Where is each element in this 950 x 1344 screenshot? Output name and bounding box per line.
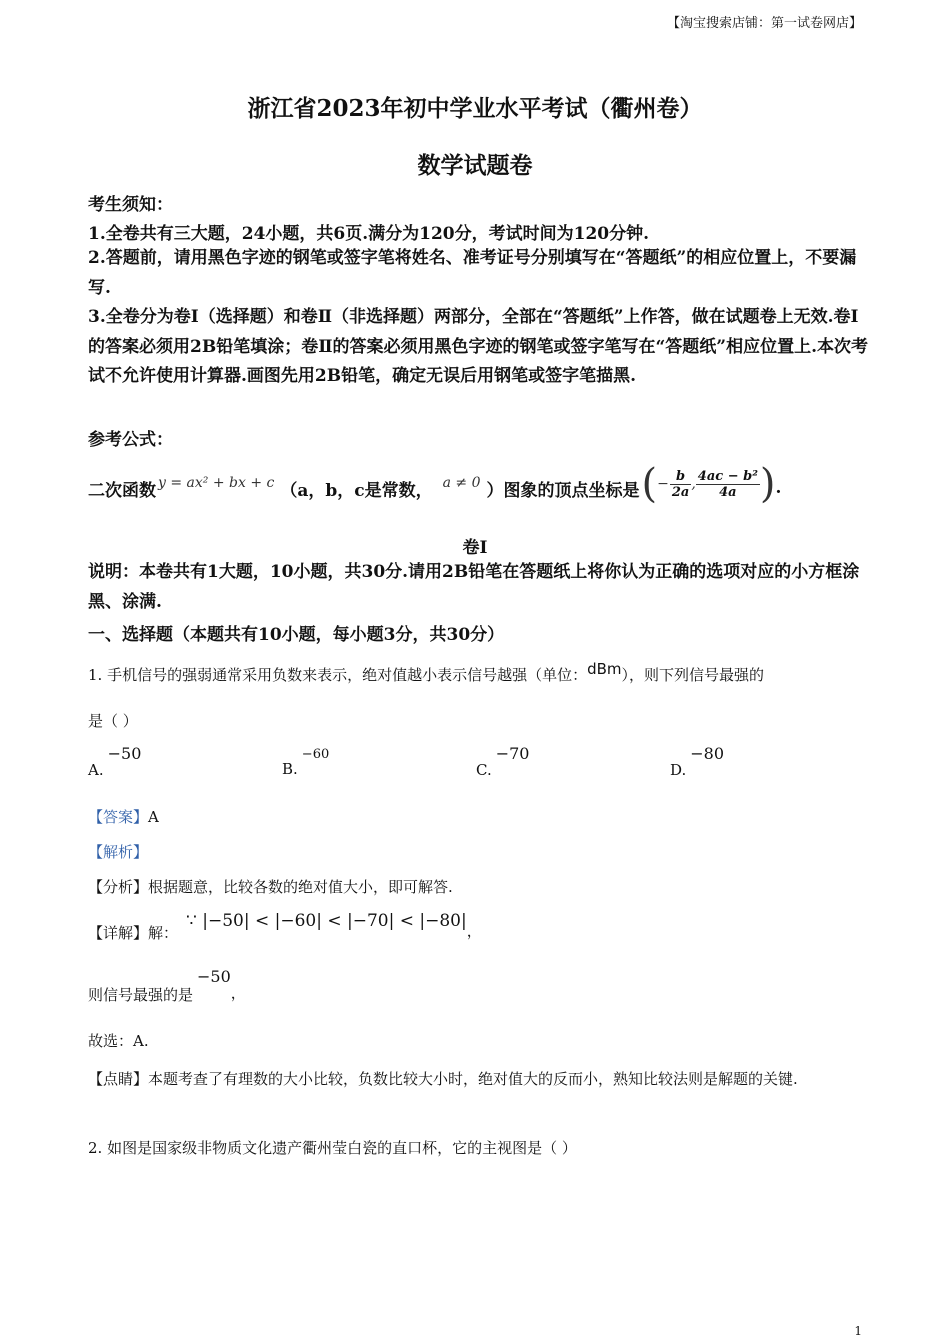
detail-tag: 【详解】解： <box>88 924 179 942</box>
question-1-stem-cont: 是（ ） <box>88 712 138 730</box>
vertex-x-fraction <box>670 469 691 500</box>
option-a-value: −50 <box>107 744 142 763</box>
notice-item-2: 2.答题前，请用黑色字迹的钢笔或签字笔将姓名、准考证号分别填写在“答题纸”的相应位置上，不要漏写. <box>88 248 857 298</box>
formula-line <box>88 460 781 516</box>
vertex-coordinate: ( − $\frac{b}{2a}$ , $\frac{\text{4ac − b²}}{4a}$ ) <box>641 461 776 507</box>
option-a-label: A. <box>88 761 104 779</box>
question-1-stem <box>88 660 765 685</box>
detail-math: ∵ |−50| < |−60| < |−70| < |−80| <box>186 911 467 931</box>
option-b <box>282 744 330 778</box>
q1-unit: dBm <box>587 660 622 678</box>
option-d <box>670 744 725 779</box>
option-c-value: −70 <box>495 744 530 763</box>
vertex-x-numerator: b <box>670 469 691 485</box>
vertex-y-denominator: 4a <box>719 484 737 500</box>
analysis-fenxi: 【分析】根据题意，比较各数的绝对值大小，即可解答. <box>88 878 453 896</box>
option-c <box>476 744 530 779</box>
q1-stem-part-b: ），则下列信号最强的 <box>621 666 765 684</box>
result-end: ， <box>230 984 246 1002</box>
option-c-label: C. <box>476 761 492 779</box>
volume-note: 说明：本卷共有1大题，10小题，共30分.请用2B铅笔在答题纸上将你认为正确的选项对应的小方框涂黑、涂满. <box>88 562 860 612</box>
result-text: 则信号最强的是 <box>88 986 194 1004</box>
option-a <box>88 744 142 779</box>
formula-heading: 参考公式： <box>88 430 173 450</box>
vertex-x-denominator: 2a <box>671 484 690 500</box>
quadratic-function: y = ax² + bx + c <box>158 475 275 491</box>
formula-mid: （a，b，c是常数， <box>280 480 433 501</box>
question-2-stem: 2. 如图是国家级非物质文化遗产衢州莹白瓷的直口杯，它的主视图是（ ） <box>88 1139 577 1157</box>
choice-line: 故选：A. <box>88 1032 149 1050</box>
page-number: 1 <box>854 1324 862 1338</box>
notice-item-3: 3.全卷分为卷Ⅰ（选择题）和卷Ⅱ（非选择题）两部分，全部在“答题纸”上作答，做在试题卷上无效.卷Ⅰ的答案必须用2B铅笔填涂；卷Ⅱ的答案必须用黑色字迹的钢笔或签字笔写在“答题纸”相应位置上.本次考试不允许使用计算器.画图先用2B铅笔，确定无误后用钢笔或签字笔描黑. <box>88 307 868 386</box>
vertex-y-fraction <box>696 469 760 500</box>
notice-item-1: 1.全卷共有三大题，24小题，共6页.满分为120分，考试时间为120分钟. <box>88 224 650 244</box>
formula-prefix: 二次函数 <box>88 480 156 501</box>
volume-heading: 卷Ⅰ <box>462 538 488 558</box>
formula-end: . <box>775 478 782 498</box>
analysis-tag: 【解析】 <box>88 843 149 861</box>
section-heading: 一、选择题（本题共有10小题，每小题3分，共30分） <box>88 625 505 645</box>
result-line <box>88 966 246 1004</box>
formula-suffix: ）图象的顶点坐标是 <box>486 480 640 501</box>
answer-value: A <box>148 808 159 826</box>
notice-heading: 考生须知： <box>88 195 173 215</box>
detail-line <box>88 910 482 942</box>
formula-condition: a ≠ 0 <box>442 475 481 491</box>
comment-dianjing: 【点睛】本题考查了有理数的大小比较，负数比较大小时，绝对值大的反而小，熟知比较法则是解题的关键. <box>88 1070 798 1088</box>
q1-stem-part-a: 1. 手机信号的强弱通常采用负数来表示，绝对值越小表示信号越强（单位： <box>88 666 588 684</box>
detail-end: ， <box>466 922 482 940</box>
vertex-y-numerator: 4ac − b² <box>697 468 758 484</box>
option-b-value: −60 <box>301 747 330 762</box>
result-value: −50 <box>197 967 231 986</box>
option-b-label: B. <box>282 760 298 778</box>
shop-header-note: 【淘宝搜索店铺：第一试卷网店】 <box>666 16 862 31</box>
exam-subtitle: 数学试题卷 <box>417 152 533 179</box>
answer-line <box>88 806 159 827</box>
exam-title: 浙江省2023年初中学业水平考试（衢州卷） <box>247 95 703 122</box>
option-d-label: D. <box>670 761 687 779</box>
answer-tag: 【答案】 <box>88 808 149 826</box>
option-d-value: −80 <box>690 744 725 763</box>
